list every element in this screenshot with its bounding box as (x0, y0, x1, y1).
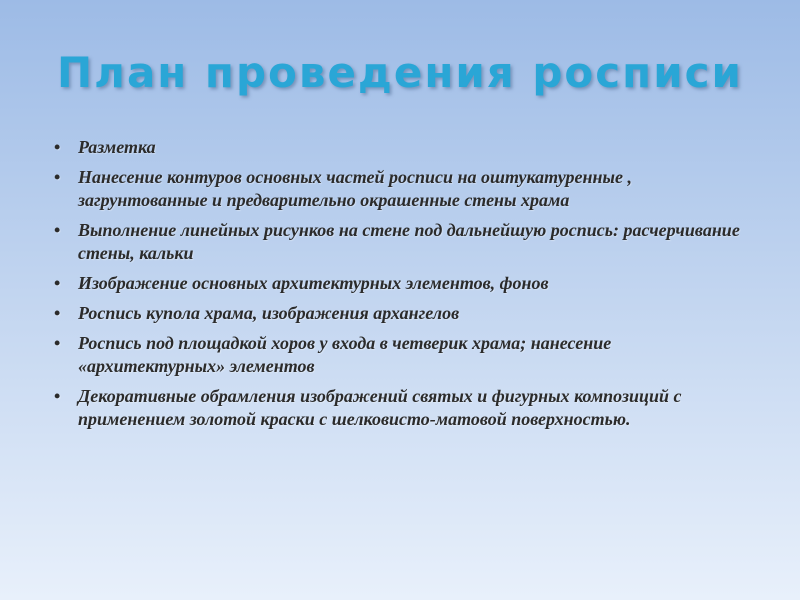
bullet-list (52, 136, 758, 438)
list-item (52, 166, 758, 212)
bullet-icon: • (54, 333, 61, 353)
list-item-text: Изображение основных архитектурных элементов, фонов (78, 273, 549, 293)
bullet-icon: • (54, 167, 61, 187)
list-item (52, 302, 758, 325)
bullet-icon: • (54, 386, 61, 406)
bullet-icon: • (54, 137, 61, 157)
bullet-icon: • (54, 273, 61, 293)
bullet-icon: • (54, 303, 61, 323)
list-item-text: Нанесение контуров основных частей росписи на оштукатуренные , загрунтованные и предварительно окрашенные стены храма (78, 167, 632, 210)
list-item (52, 272, 758, 295)
list-item-text: Роспись под площадкой хоров у входа в четверик храма; нанесение «архитектурных» элементов (78, 333, 612, 376)
list-item-text: Роспись купола храма, изображения архангелов (78, 303, 460, 323)
list-item (52, 136, 758, 159)
list-item-text: Декоративные обрамления изображений святых и фигурных композиций с применением золотой краски с шелковисто-матовой поверхностью. (78, 386, 682, 429)
list-item (52, 332, 758, 378)
bullet-icon: • (54, 220, 61, 240)
slide-title: План проведения росписи (57, 48, 743, 97)
list-item (52, 219, 758, 265)
list-item-text: Разметка (78, 137, 156, 157)
list-item (52, 385, 758, 431)
list-item-text: Выполнение линейных рисунков на стене под дальнейшую роспись: расчерчивание стены, кальки (78, 220, 740, 263)
